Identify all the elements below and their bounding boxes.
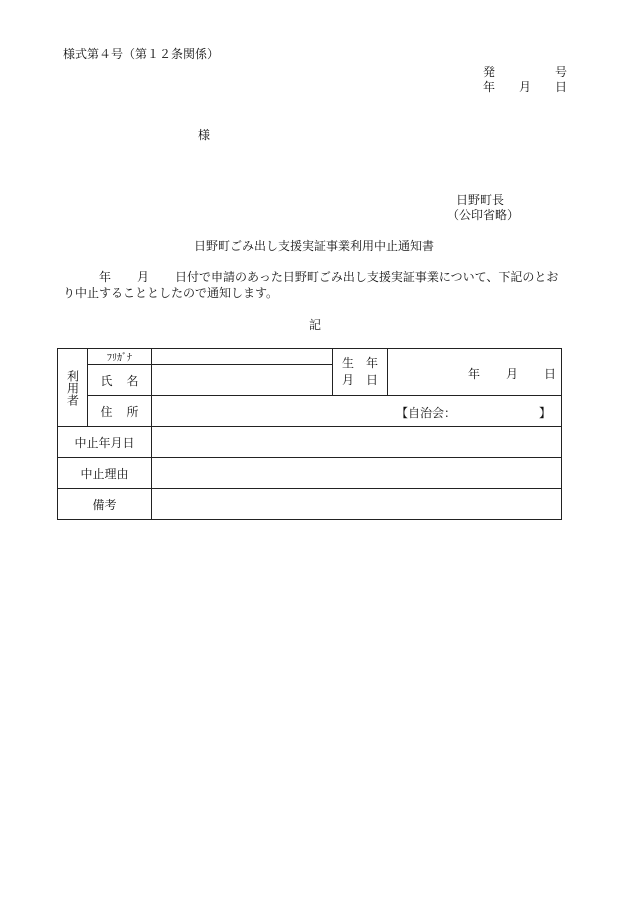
address-label-cell: [88, 396, 152, 427]
name-field[interactable]: [152, 365, 333, 396]
issue-date-day: 日: [555, 80, 568, 94]
furigana-field[interactable]: [152, 349, 333, 365]
document-title: 日野町ごみ出し支援実証事業利用中止通知書: [194, 239, 435, 253]
issue-date-month: 月: [519, 80, 532, 94]
issue-number-label-start: 発: [483, 65, 496, 79]
birthdate-label-cell: [333, 349, 388, 396]
stop-reason-field[interactable]: [152, 458, 562, 489]
address-label-2: 所: [126, 404, 139, 419]
stop-date-field[interactable]: [152, 427, 562, 458]
issue-date-year: 年: [483, 80, 496, 94]
body-line-2: り中止することとしたので通知します。: [63, 286, 279, 300]
seal-omitted-note: （公印省略）: [447, 208, 520, 222]
body-line-1: 日付で申請のあった日野町ごみ出し支援実証事業について、下記のとお: [175, 270, 559, 284]
sender-title: 日野町長: [456, 193, 505, 207]
remarks-label: 備考: [58, 489, 152, 520]
birthdate-label-line1: 生 年: [341, 356, 378, 370]
stop-date-label: 中止年月日: [58, 427, 152, 458]
form-number: 様式第４号（第１２条関係）: [63, 47, 220, 61]
name-label-cell: [88, 365, 152, 396]
jichikai-open: 【自治会：: [396, 406, 457, 420]
body-year: 年: [99, 270, 112, 284]
notice-form-table: [57, 348, 562, 520]
user-label-cell: [58, 349, 88, 427]
stop-reason-label: 中止理由: [58, 458, 152, 489]
name-label-1: 氏: [100, 373, 113, 388]
birthdate-label-line2: 月 日: [341, 373, 378, 387]
birth-day: 日: [544, 367, 557, 381]
address-field[interactable]: [152, 396, 562, 427]
remarks-field[interactable]: [152, 489, 562, 520]
body-month: 月: [137, 270, 150, 284]
ki-marker: 記: [309, 318, 322, 332]
jichikai-close: 】: [539, 406, 552, 420]
birth-month: 月: [506, 367, 519, 381]
name-label-2: 名: [126, 373, 139, 388]
address-label-1: 住: [100, 404, 113, 419]
addressee-honorific: 様: [198, 128, 211, 142]
birthdate-field[interactable]: [388, 349, 562, 396]
issue-number-label-end: 号: [555, 65, 568, 79]
birth-year: 年: [468, 367, 481, 381]
user-label: 利用者: [65, 369, 80, 406]
furigana-label: ﾌﾘｶﾞﾅ: [88, 349, 152, 365]
